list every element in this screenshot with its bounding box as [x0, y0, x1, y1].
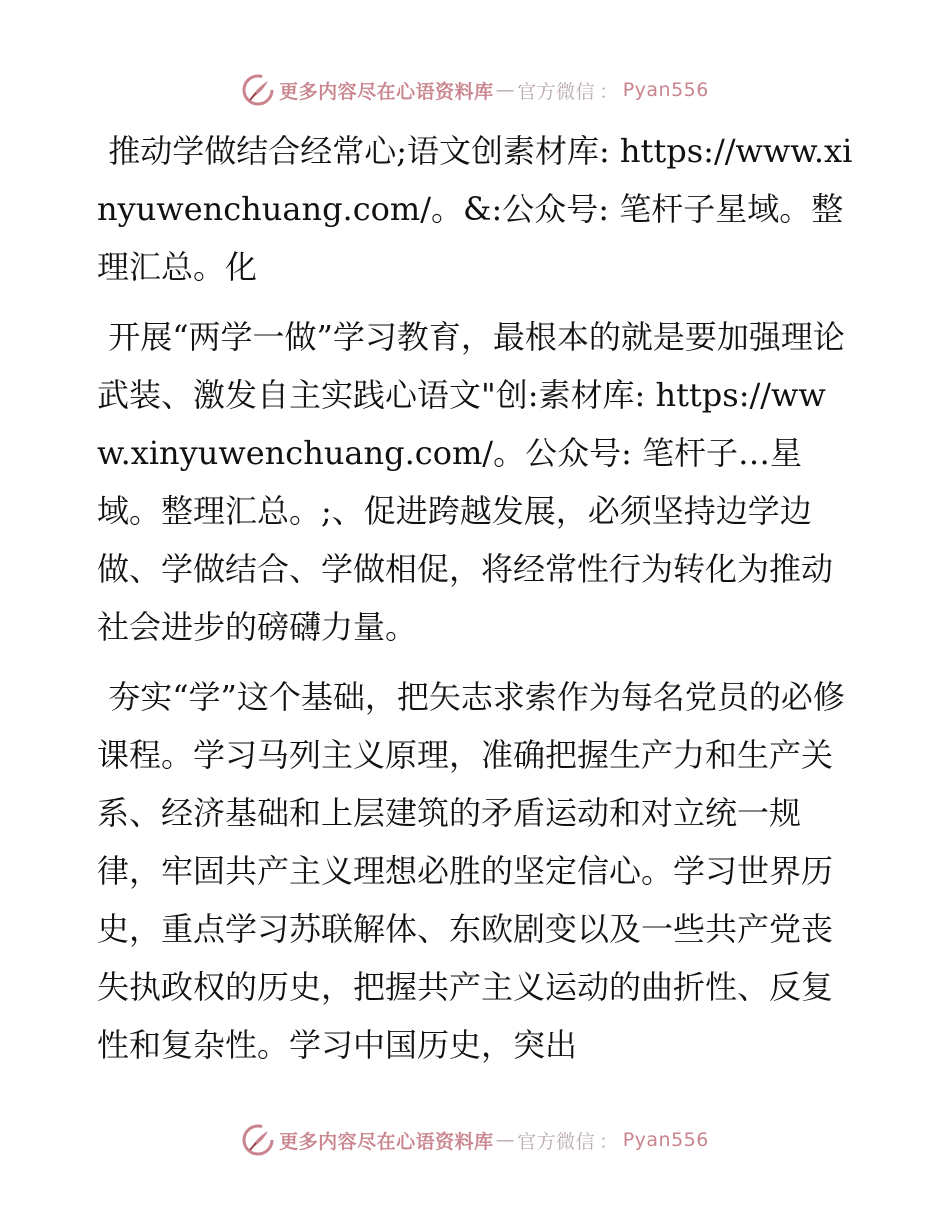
- banner-label: 官方微信: [517, 80, 596, 103]
- banner-dash: —: [495, 1129, 516, 1151]
- document-body: [97, 122, 857, 1086]
- feather-seal-icon: [241, 73, 275, 107]
- banner-main-text: 更多内容尽在心语资料库: [279, 80, 494, 103]
- banner-label: 官方微信: [517, 1130, 596, 1153]
- banner-account: Pyan556: [622, 79, 709, 101]
- footer-watermark-banner: [0, 1120, 950, 1160]
- header-watermark-banner: [0, 70, 950, 110]
- banner-colon: ：: [599, 1130, 619, 1153]
- feather-seal-icon: [241, 1123, 275, 1157]
- paragraph-1: 推动学做结合经常心;语文创素材库: https://www.xinyuwenchuang.com/。&:公众号: 笔杆子星域。整理汇总。化: [97, 132, 853, 286]
- paragraph-2: 开展“两学一做”学习教育，最根本的就是要加强理论武装、激发自主实践心语文"创:素材库: https://www.xinyuwenchuang.com/。公众号: 笔杆子…星域。整理汇总。;、促进跨越发展，必须坚持边学边做、学做结合、学做相促，将经常性行为转化为推动社会进步的磅礴力量。: [97, 318, 845, 646]
- banner-colon: ：: [599, 80, 619, 103]
- banner-main-text: 更多内容尽在心语资料库: [279, 1130, 494, 1153]
- banner-dash: —: [495, 79, 516, 101]
- banner-account: Pyan556: [622, 1129, 709, 1151]
- paragraph-3: 夯实“学”这个基础，把矢志求索作为每名党员的必修课程。学习马列主义原理，准确把握生产力和生产关系、经济基础和上层建筑的矛盾运动和对立统一规律，牢固共产主义理想必胜的坚定信心。学习世界历史，重点学习苏联解体、东欧剧变以及一些共产党丧失执政权的历史，把握共产主义运动的曲折性、反复性和复杂性。学习中国历史，突出: [97, 678, 845, 1064]
